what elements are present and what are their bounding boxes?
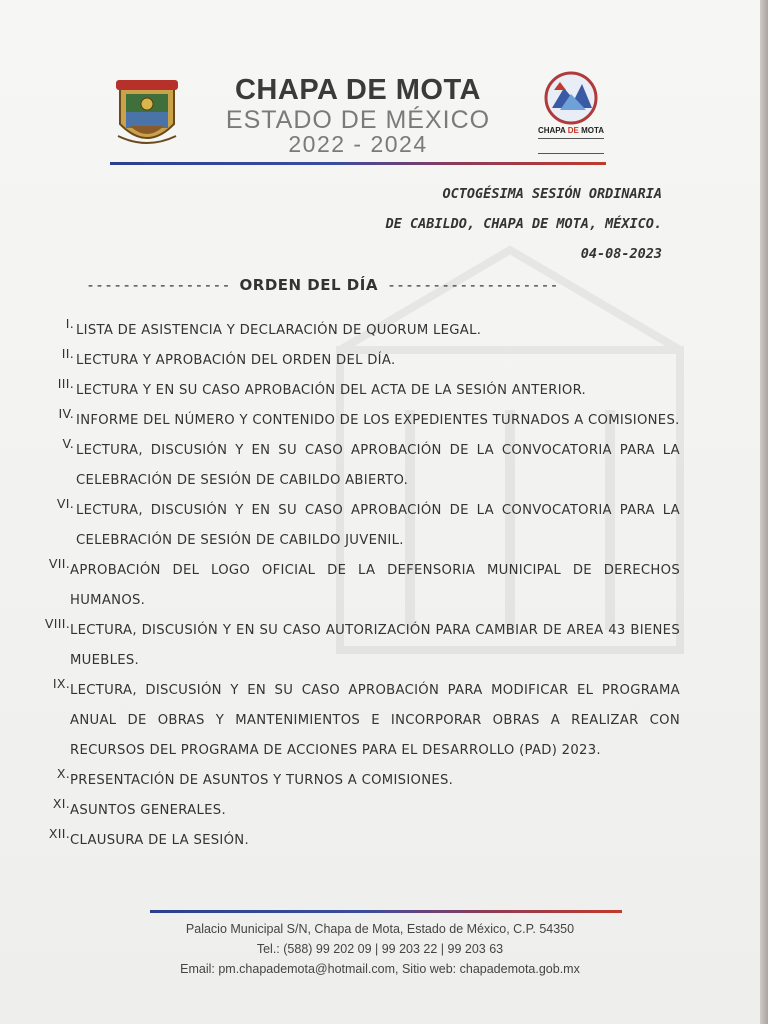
item-text: INFORME DEL NÚMERO Y CONTENIDO DE LOS EXPEDIENTES TURNADOS A COMISIONES. — [76, 413, 680, 428]
administration-period: 2022 - 2024 — [288, 131, 428, 157]
agenda-item — [40, 376, 680, 406]
agenda-item — [40, 496, 680, 556]
item-number: III. — [57, 376, 74, 391]
item-number: V. — [62, 436, 74, 451]
agenda-item — [40, 436, 680, 496]
item-number: IV. — [58, 406, 74, 421]
item-text: LECTURA, DISCUSIÓN Y EN SU CASO APROBACIÓN DE LA CONVOCATORIA PARA LA CELEBRACIÓN DE SESIÓN DE CABILDO ABIERTO. — [76, 443, 680, 488]
item-text: LECTURA, DISCUSIÓN Y EN SU CASO APROBACIÓN DE LA CONVOCATORIA PARA LA CELEBRACIÓN DE SESIÓN DE CABILDO JUVENIL. — [76, 503, 680, 548]
item-text: LECTURA, DISCUSIÓN Y EN SU CASO AUTORIZACIÓN PARA CAMBIAR DE AREA 43 BIENES MUEBLES. — [70, 623, 680, 668]
administration-emblem-icon — [530, 70, 612, 126]
item-text: ASUNTOS GENERALES. — [70, 803, 226, 818]
item-number: I. — [65, 316, 74, 331]
item-number: VI. — [56, 496, 74, 511]
agenda-item — [40, 766, 680, 796]
agenda-item — [40, 676, 680, 766]
item-number: X. — [56, 766, 70, 781]
item-number: XII. — [48, 826, 70, 841]
session-title: OCTOGÉSIMA SESIÓN ORDINARIA — [442, 186, 662, 202]
agenda-item — [40, 316, 680, 346]
item-number: VIII. — [44, 616, 70, 631]
header-divider — [110, 162, 606, 165]
logo-fine-print — [538, 138, 604, 154]
agenda-item — [40, 826, 680, 856]
item-number: II. — [61, 346, 74, 361]
agenda-list — [40, 316, 680, 856]
coat-of-arms-logo — [112, 76, 182, 152]
agenda-item — [40, 616, 680, 676]
footer-divider — [150, 910, 622, 913]
item-text: LECTURA Y EN SU CASO APROBACIÓN DEL ACTA DE LA SESIÓN ANTERIOR. — [76, 383, 587, 398]
item-text: APROBACIÓN DEL LOGO OFICIAL DE LA DEFENSORIA MUNICIPAL DE DERECHOS HUMANOS. — [70, 563, 680, 608]
logo-caption: CHAPA DE MOTA — [537, 126, 605, 135]
agenda-item — [40, 346, 680, 376]
item-text: LECTURA, DISCUSIÓN Y EN SU CASO APROBACIÓN PARA MODIFICAR EL PROGRAMA ANUAL DE OBRAS Y MANTENIMIENTOS E INCORPORAR OBRAS A REALIZAR CON RECURSOS DEL PROGRAMA DE ACCIONES PARA EL DESARROLLO (PAD) 2023. — [70, 683, 680, 758]
footer-address: Palacio Municipal S/N, Chapa de Mota, Estado de México, C.P. 54350 — [185, 922, 575, 936]
agenda-heading: ---------------- ORDEN DEL DÍA ------------------- — [86, 276, 559, 294]
item-number: VII. — [48, 556, 70, 571]
administration-logo — [530, 70, 612, 160]
state-name: ESTADO DE MÉXICO — [225, 106, 491, 134]
item-text: PRESENTACIÓN DE ASUNTOS Y TURNOS A COMISIONES. — [70, 773, 454, 788]
session-location: DE CABILDO, CHAPA DE MOTA, MÉXICO. — [385, 216, 662, 232]
footer-phones: Tel.: (588) 99 202 09 | 99 203 22 | 99 203 63 — [256, 942, 504, 956]
page-edge-shadow — [760, 0, 768, 1024]
agenda-item — [40, 406, 680, 436]
item-number: IX. — [52, 676, 70, 691]
item-text: LECTURA Y APROBACIÓN DEL ORDEN DEL DÍA. — [76, 353, 396, 368]
item-text: LISTA DE ASISTENCIA Y DECLARACIÓN DE QUORUM LEGAL. — [76, 323, 482, 338]
municipality-name: CHAPA DE MOTA — [234, 74, 481, 106]
session-date: 04-08-2023 — [580, 246, 662, 262]
agenda-item — [40, 556, 680, 616]
item-number: XI. — [52, 796, 70, 811]
agenda-item — [40, 796, 680, 826]
item-text: CLAUSURA DE LA SESIÓN. — [70, 833, 249, 848]
footer-contact: Email: pm.chapademota@hotmail.com, Sitio web: chapademota.gob.mx — [180, 962, 580, 976]
